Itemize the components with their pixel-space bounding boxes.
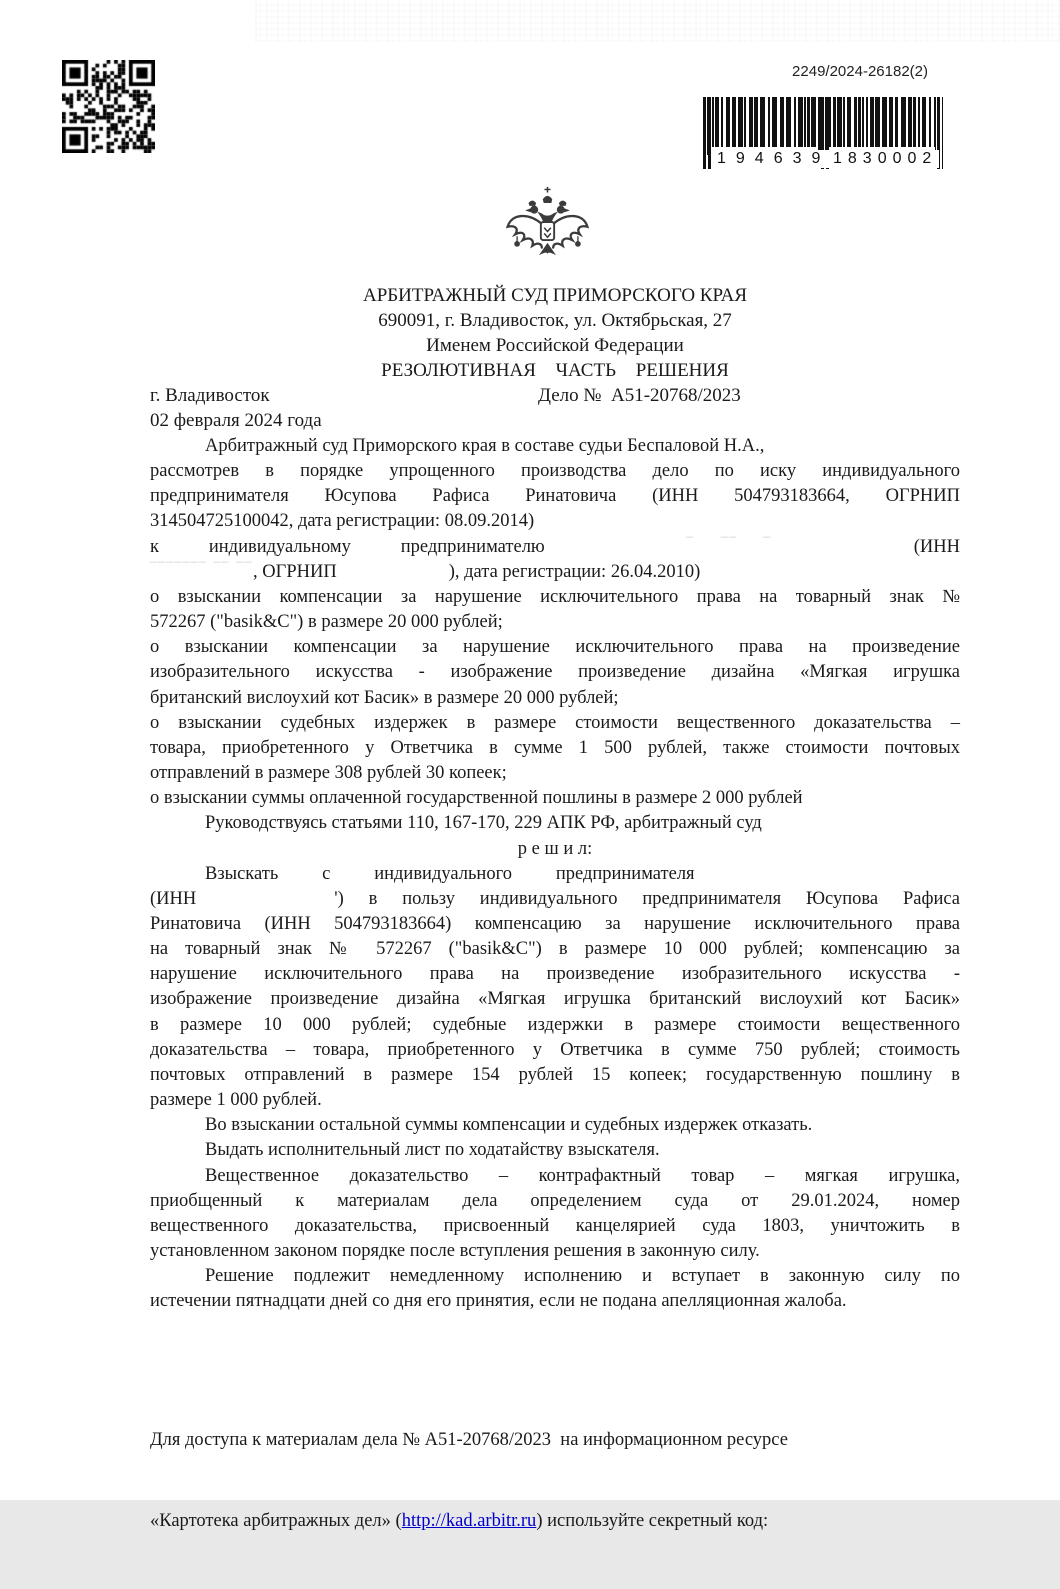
barcode: [703, 97, 943, 175]
doc-line: истечении пятнадцати дней со дня его принятия, если не подана апелляционная жалоба.: [150, 1291, 847, 1312]
doc-line: Выдать исполнительный лист по ходатайству взыскателя.: [205, 1140, 660, 1161]
court-name: АРБИТРАЖНЫЙ СУД ПРИМОРСКОГО КРАЯ: [362, 285, 748, 306]
doc-line: Во взыскании остальной суммы компенсации и судебных издержек отказать.: [205, 1115, 813, 1136]
footer-line2-suffix: ) используйте секретный код:: [536, 1511, 769, 1531]
doc-line: товара, приобретенного у Ответчика в сумме 1 500 рублей, также стоимости почтовых: [150, 737, 960, 758]
doc-line: британский вислоухий кот Басик» в размере 20 000 рублей;: [150, 687, 619, 708]
doc-line: р е ш и л:: [517, 838, 593, 859]
redacted-area: ‾‾‾‾‾‾‾ ‾‾ ‾‾: [150, 561, 254, 582]
document-header: [150, 283, 960, 433]
doc-line: в размере 10 000 рублей; судебные издержки в размере стоимости вещественного: [150, 1014, 960, 1035]
doc-line: о взыскании компенсации за нарушение исключительного права на произведение: [150, 637, 960, 658]
case-row: [150, 383, 960, 408]
doc-line: вещественного доказательства, присвоенный канцелярией суда 1803, уничтожить в: [150, 1215, 960, 1236]
doc-line: Арбитражный суд Приморского края в составе судьи Беспаловой Н.А.,: [205, 436, 765, 456]
doc-line: доказательства – товара, приобретенного у Ответчика в сумме 750 рублей; стоимость: [150, 1039, 960, 1060]
doc-line: о взыскании суммы оплаченной государственной пошлины в размере 2 000 рублей: [150, 788, 803, 809]
doc-line: установленном законом порядке после вступления решения в законную силу.: [150, 1241, 760, 1261]
court-address: 690091, г. Владивосток, ул. Октябрьская, 27: [378, 310, 732, 331]
coat-of-arms-icon: [500, 184, 595, 279]
kad-arbitr-link[interactable]: http://kad.arbitr.ru: [401, 1511, 537, 1531]
doc-line: 572267 ("basik&C") в размере 20 000 рублей;: [150, 612, 503, 633]
doc-line: Руководствуясь статьями 110, 167-170, 229 АПК РФ, арбитражный суд: [205, 813, 762, 834]
scan-noise-artifact: [255, 0, 1060, 42]
doc-line: предпринимателя Юсупова Рафиса Ринатовича (ИНН 504793183664, ОГРНИП: [150, 486, 960, 507]
doc-line: на товарный знак № 572267 ("basik&C") в размере 10 000 рублей; компенсацию за: [150, 939, 960, 960]
document-title: РЕЗОЛЮТИВНАЯ ЧАСТЬ РЕШЕНИЯ: [381, 360, 729, 381]
doc-line: к индивидуальному предпринимателю ‾ ‾‾ ‾ (ИНН: [150, 535, 960, 560]
case-number: Дело № А51-20768/2023: [538, 385, 741, 406]
doc-line: Ринатовича (ИНН 504793183664) компенсацию за нарушение исключительного права: [150, 913, 960, 934]
doc-line: нарушение исключительного права на произведение изобразительного искусства -: [150, 964, 960, 985]
doc-line: (ИНН ') в пользу индивидуального предпринимателя Юсупова Рафиса: [150, 888, 960, 909]
doc-line: отправлений в размере 308 рублей 30 копеек;: [150, 763, 507, 784]
footer-line-1: Для доступа к материалам дела № А51-20768/2023 на информационном ресурсе: [150, 1430, 788, 1450]
doc-line: о взыскании компенсации за нарушение исключительного права на товарный знак №: [150, 586, 960, 607]
doc-line: размере 1 000 рублей.: [150, 1090, 322, 1111]
decision-text: [150, 434, 960, 1314]
barcode-digits: [703, 150, 943, 172]
doc-line: рассмотрев в порядке упрощенного производства дело по иску индивидуального: [150, 461, 960, 482]
barcode-digits-right: 1830002: [833, 150, 938, 167]
footer-line-2: [150, 1508, 960, 1535]
decision-date: 02 февраля 2024 года: [150, 410, 322, 431]
in-the-name-line: Именем Российской Федерации: [426, 335, 684, 356]
doc-line: Решение подлежит немедленному исполнению и вступает в законную силу по: [205, 1266, 960, 1287]
redacted-area: ‾ ‾‾ ‾: [686, 536, 773, 557]
case-stamp: 2249/2024-26182(2): [792, 63, 928, 80]
doc-line: Вещественное доказательство – контрафактный товар – мягкая игрушка,: [205, 1165, 960, 1186]
doc-line: Взыскать с индивидуального предпринимателя: [205, 863, 695, 884]
doc-line: о взыскании судебных издержек в размере стоимости вещественного доказательства –: [150, 712, 960, 733]
doc-line: изображение произведение дизайна «Мягкая игрушка британский вислоухий кот Басик»: [150, 989, 960, 1010]
doc-line: почтовых отправлений в размере 154 рублей 15 копеек; государственную пошлину в: [150, 1064, 960, 1085]
barcode-digits-left: 194639: [717, 150, 831, 167]
city-label: г. Владивосток: [150, 385, 270, 406]
doc-line: изобразительного искусства - изображение произведение дизайна «Мягкая игрушка: [150, 662, 960, 683]
doc-line: приобщенный к материалам дела определением суда от 29.01.2024, номер: [150, 1190, 960, 1211]
document-footer: [150, 1373, 960, 1589]
doc-line: ‾‾‾‾‾‾‾ ‾‾ ‾‾ , ОГРНИП ), дата регистрации: 26.04.2010): [150, 560, 960, 585]
footer-line2-prefix: «Картотека арбитражных дел» (: [150, 1511, 402, 1531]
doc-line: 314504725100042, дата регистрации: 08.09.2014): [150, 511, 535, 532]
qr-code: [62, 60, 155, 153]
